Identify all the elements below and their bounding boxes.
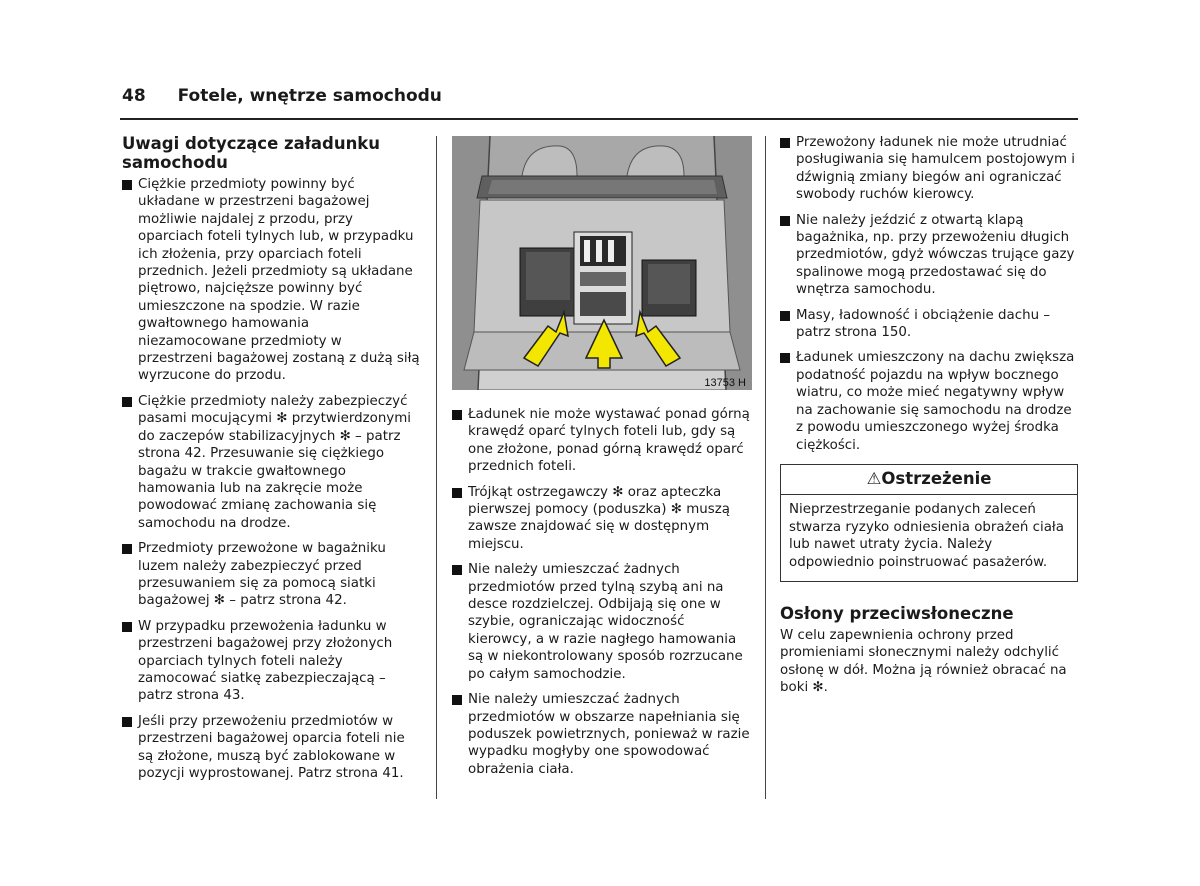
bullet-icon	[780, 216, 790, 226]
list-item: Nie należy umieszczać żadnych przedmiotów w obszarze napełniania się poduszek powietrznych, ponieważ w razie wypadku mogłyby one spowodować obrażenia ciała.	[452, 691, 752, 778]
column-3	[780, 134, 1078, 697]
warning-box	[780, 464, 1078, 582]
bullet-icon	[122, 180, 132, 190]
sun-visors-heading: Osłony przeciwsłoneczne	[780, 603, 1014, 623]
warning-title: ⚠Ostrzeżenie	[781, 465, 1077, 495]
bullet-icon	[122, 717, 132, 727]
driving-rules-list	[780, 134, 1078, 454]
column-2	[452, 406, 752, 786]
bullet-icon	[452, 565, 462, 575]
list-item: Ładunek nie może wystawać ponad górną krawędź oparć tylnych foteli lub, gdy są one złożone, ponad górną krawędź oparć przednich foteli.	[452, 406, 752, 476]
loading-notes-heading: Uwagi dotyczące załadunku samochodu	[122, 134, 381, 172]
list-item: Ładunek umieszczony na dachu zwiększa podatność pojazdu na wpływ bocznego wiatru, co może mieć negatywny wpływ na zachowanie się samochodu na drodze z powodu umieszczonego wyżej środka ciężkości.	[780, 349, 1078, 453]
bullet-icon	[122, 544, 132, 554]
trunk-illustration	[452, 136, 752, 390]
column-divider-1	[436, 136, 437, 799]
sun-visors-text: W celu zapewnienia ochrony przed promieniami słonecznymi należy odchylić osłonę w dół. Można ją również obracać na boki ✻.	[780, 627, 1067, 696]
list-item: W przypadku przewożenia ładunku w przestrzeni bagażowej przy złożonych oparciach tylnych foteli należy zamocować siatkę zabezpieczającą – patrz strona 43.	[122, 618, 420, 705]
header-rule	[120, 118, 1078, 120]
warning-triangle-icon: ⚠	[866, 468, 882, 488]
chapter-title: Fotele, wnętrze samochodu	[177, 86, 442, 106]
column-1	[122, 134, 420, 790]
bullet-icon	[452, 695, 462, 705]
list-item: Nie należy umieszczać żadnych przedmiotów przed tylną szybą ani na desce rozdzielczej. Odbijają się one w szybie, ograniczając widoczność kierowcy, a w razie nagłego hamowania są w niekontrolowany sposób rozrzucane po całym samochodzie.	[452, 561, 752, 683]
figure-label: 13753 H	[704, 377, 746, 389]
column-divider-2	[765, 136, 766, 799]
list-item: Ciężkie przedmioty należy zabezpieczyć pasami mocującymi ✻ przytwierdzonymi do zaczepów stabilizacyjnych ✻ – patrz strona 42. Przesuwanie się ciężkiego bagażu w trakcie gwałtownego hamowania lub na zakręcie może powodować zmianę zachowania się samochodu na drodze.	[122, 393, 420, 532]
bullet-icon	[122, 622, 132, 632]
list-item: Nie należy jeździć z otwartą klapą bagażnika, np. przy przewożeniu długich przedmiotów, gdyż wówczas trujące gazy spalinowe mogą przedostawać się do wnętrza samochodu.	[780, 212, 1078, 299]
warning-body: Nieprzestrzeganie podanych zaleceń stwarza ryzyko odniesienia obrażeń ciała lub nawet utraty życia. Należy odpowiednio poinstruować pasażerów.	[789, 502, 1064, 570]
list-item: Jeśli przy przewożeniu przedmiotów w przestrzeni bagażowej oparcia foteli nie są złożone, muszą być zablokowane w pozycji wyprostowanej. Patrz strona 41.	[122, 713, 420, 783]
loading-notes-list	[122, 176, 420, 782]
bullet-icon	[780, 138, 790, 148]
bullet-icon	[780, 311, 790, 321]
list-item: Ciężkie przedmioty powinny być układane w przestrzeni bagażowej możliwie najdalej z przodu, przy oparciach foteli tylnych lub, w przypadku ich złożenia, przy oparciach foteli przednich. Jeżeli przedmioty są układane piętrowo, najcięższe powinny być umieszczone na spodzie. W razie gwałtownego hamowania niezamocowane przedmioty w przestrzeni bagażowej zostaną z dużą siłą wyrzucone do przodu.	[122, 176, 420, 385]
list-item: Trójkąt ostrzegawczy ✻ oraz apteczka pierwszej pomocy (poduszka) ✻ muszą zawsze znajdować się w dostępnym miejscu.	[452, 484, 752, 554]
list-item: Przewożony ładunek nie może utrudniać posługiwania się hamulcem postojowym i dźwignią zmiany biegów ani ograniczać swobody ruchów kierowcy.	[780, 134, 1078, 204]
bullet-icon	[452, 410, 462, 420]
bullet-icon	[780, 353, 790, 363]
bullet-icon	[122, 397, 132, 407]
cargo-rules-list	[452, 406, 752, 778]
bullet-icon	[452, 488, 462, 498]
trunk-drawing	[452, 136, 752, 390]
list-item: Przedmioty przewożone w bagażniku luzem należy zabezpieczyć przed przesuwaniem się za pomocą siatki bagażowej ✻ – patrz strona 42.	[122, 540, 420, 610]
list-item: Masy, ładowność i obciążenie dachu – patrz strona 150.	[780, 307, 1078, 342]
page-heading	[122, 86, 442, 106]
page-number: 48	[122, 86, 146, 106]
